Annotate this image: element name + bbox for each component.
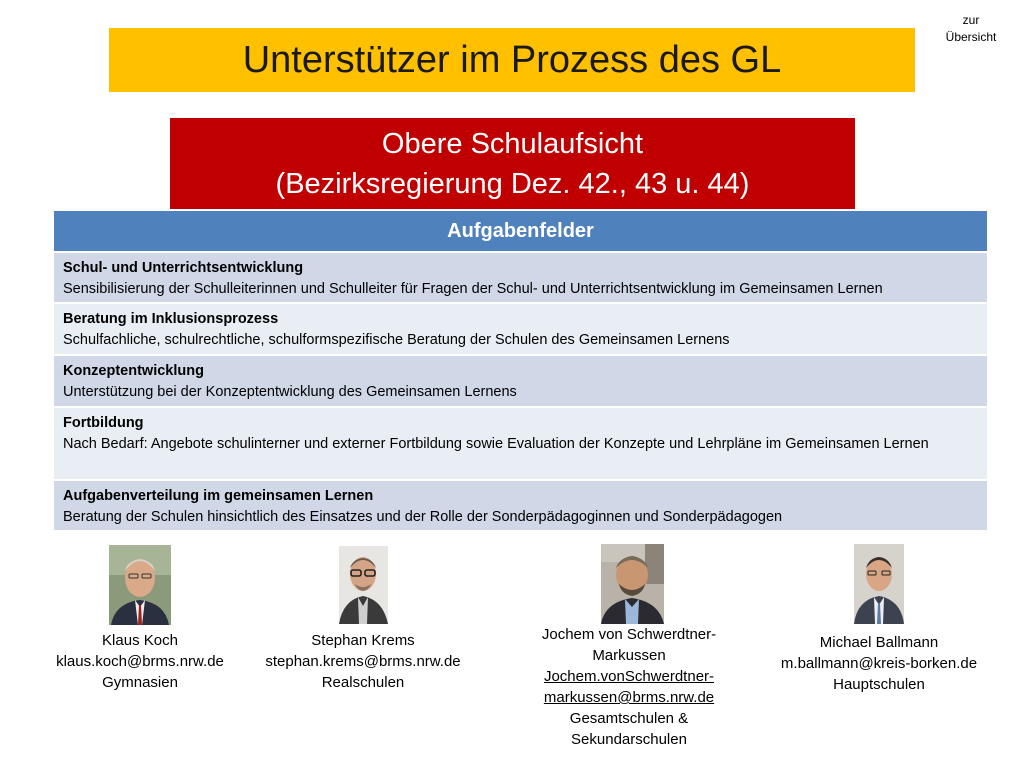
person-email: stephan.krems@brms.nrw.de	[265, 653, 461, 670]
table-row	[54, 253, 987, 304]
tasks-table	[54, 211, 987, 532]
overview-link-line2: Übersicht	[945, 30, 997, 44]
task-title: Beratung im Inklusionsprozess	[63, 311, 279, 327]
person-email: klaus.koch@brms.nrw.de	[56, 653, 224, 670]
authority-department: (Bezirksregierung Dez. 42., 43 u. 44)	[275, 167, 750, 200]
tasks-table-header: Aufgabenfelder	[54, 211, 987, 253]
task-title: Konzeptentwicklung	[63, 363, 204, 379]
person-photo-krems	[339, 546, 388, 624]
person-photo-schwerdtner	[601, 544, 664, 624]
person-krems	[258, 630, 468, 693]
person-name: Stephan Krems	[311, 632, 415, 649]
page-title: Unterstützer im Prozess des GL	[109, 28, 915, 92]
person-email-link-line2[interactable]: markussen@brms.nrw.de	[543, 689, 715, 706]
person-name: Klaus Koch	[102, 632, 178, 649]
table-row	[54, 356, 987, 408]
person-email-link-line1[interactable]: Jochem.vonSchwerdtner-	[543, 668, 715, 685]
person-role: Gymnasien	[102, 674, 178, 691]
person-role-line1: Gesamtschulen &	[569, 710, 689, 727]
task-title: Schul- und Unterrichtsentwicklung	[63, 260, 304, 276]
task-description: Beratung der Schulen hinsichtlich des Einsatzes und der Rolle der Sonderpädagoginnen und Sonderpädagogen	[63, 509, 783, 525]
person-role-line2: Sekundarschulen	[571, 731, 687, 748]
person-photo-koch	[109, 545, 171, 625]
person-name-line1: Jochem von Schwerdtner-	[541, 626, 717, 643]
person-role: Hauptschulen	[833, 676, 925, 693]
table-row	[54, 481, 987, 532]
person-role: Realschulen	[321, 674, 405, 691]
task-title: Fortbildung	[63, 415, 144, 431]
overview-link[interactable]	[936, 12, 1006, 46]
person-photo-ballmann	[854, 544, 904, 624]
person-koch	[40, 630, 240, 693]
task-description: Nach Bedarf: Angebote schulinterner und externer Fortbildung sowie Evaluation der Konzepte und Lehrpläne im Gemeinsamen Lernen	[63, 436, 929, 452]
task-title: Aufgabenverteilung im gemeinsamen Lernen	[63, 488, 374, 504]
task-description: Sensibilisierung der Schulleiterinnen und Schulleiter für Fragen der Schul- und Unterrichtsentwicklung im Gemeinsamen Lernen	[63, 281, 883, 297]
table-row	[54, 408, 987, 481]
person-name-line2: Markussen	[592, 647, 666, 664]
task-description: Unterstützung bei der Konzeptentwicklung des Gemeinsamen Lernens	[63, 384, 517, 400]
person-email: m.ballmann@kreis-borken.de	[780, 655, 978, 672]
authority-box	[170, 118, 855, 209]
table-row	[54, 304, 987, 356]
overview-link-line1: zur	[962, 13, 980, 27]
authority-name: Obere Schulaufsicht	[381, 127, 644, 160]
person-schwerdtner	[508, 624, 750, 750]
task-description: Schulfachliche, schulrechtliche, schulformspezifische Beratung der Schulen des Gemeinsamen Lernens	[63, 332, 730, 348]
person-ballmann	[770, 632, 988, 695]
person-name: Michael Ballmann	[819, 634, 939, 651]
